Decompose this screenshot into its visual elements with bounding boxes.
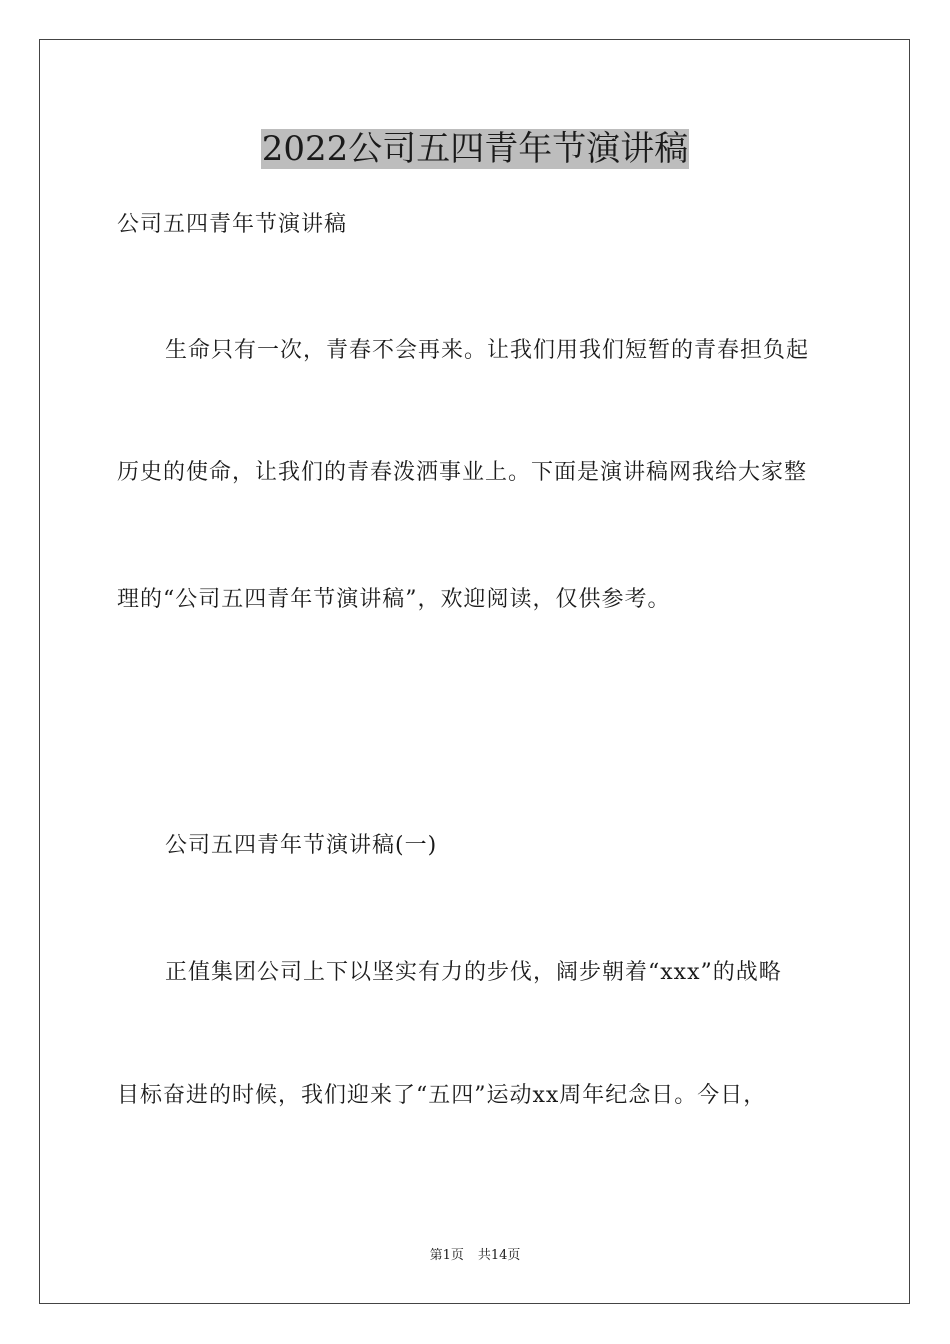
- document-subtitle: 公司五四青年节演讲稿: [117, 212, 348, 237]
- paragraph-line: 生命只有一次，青春不会再来。让我们用我们短暂的青春担负起: [165, 338, 810, 363]
- document-title-text: 2022公司五四青年节演讲稿: [261, 129, 689, 169]
- document-title: [0, 126, 950, 172]
- paragraph-line: 历史的使命，让我们的青春泼洒事业上。下面是演讲稿网我给大家整: [117, 460, 808, 485]
- page-total: 共14页: [477, 1248, 521, 1263]
- section-heading: 公司五四青年节演讲稿(一): [165, 833, 438, 858]
- paragraph-line: 目标奋进的时候，我们迎来了“五四”运动xx周年纪念日。今日，: [117, 1083, 767, 1108]
- page-footer: [0, 1247, 950, 1265]
- page-number: 第1页: [429, 1248, 464, 1263]
- paragraph-line: 理的“公司五四青年节演讲稿”，欢迎阅读，仅供参考。: [117, 587, 671, 612]
- paragraph-line: 正值集团公司上下以坚实有力的步伐，阔步朝着“xxx”的战略: [165, 960, 782, 985]
